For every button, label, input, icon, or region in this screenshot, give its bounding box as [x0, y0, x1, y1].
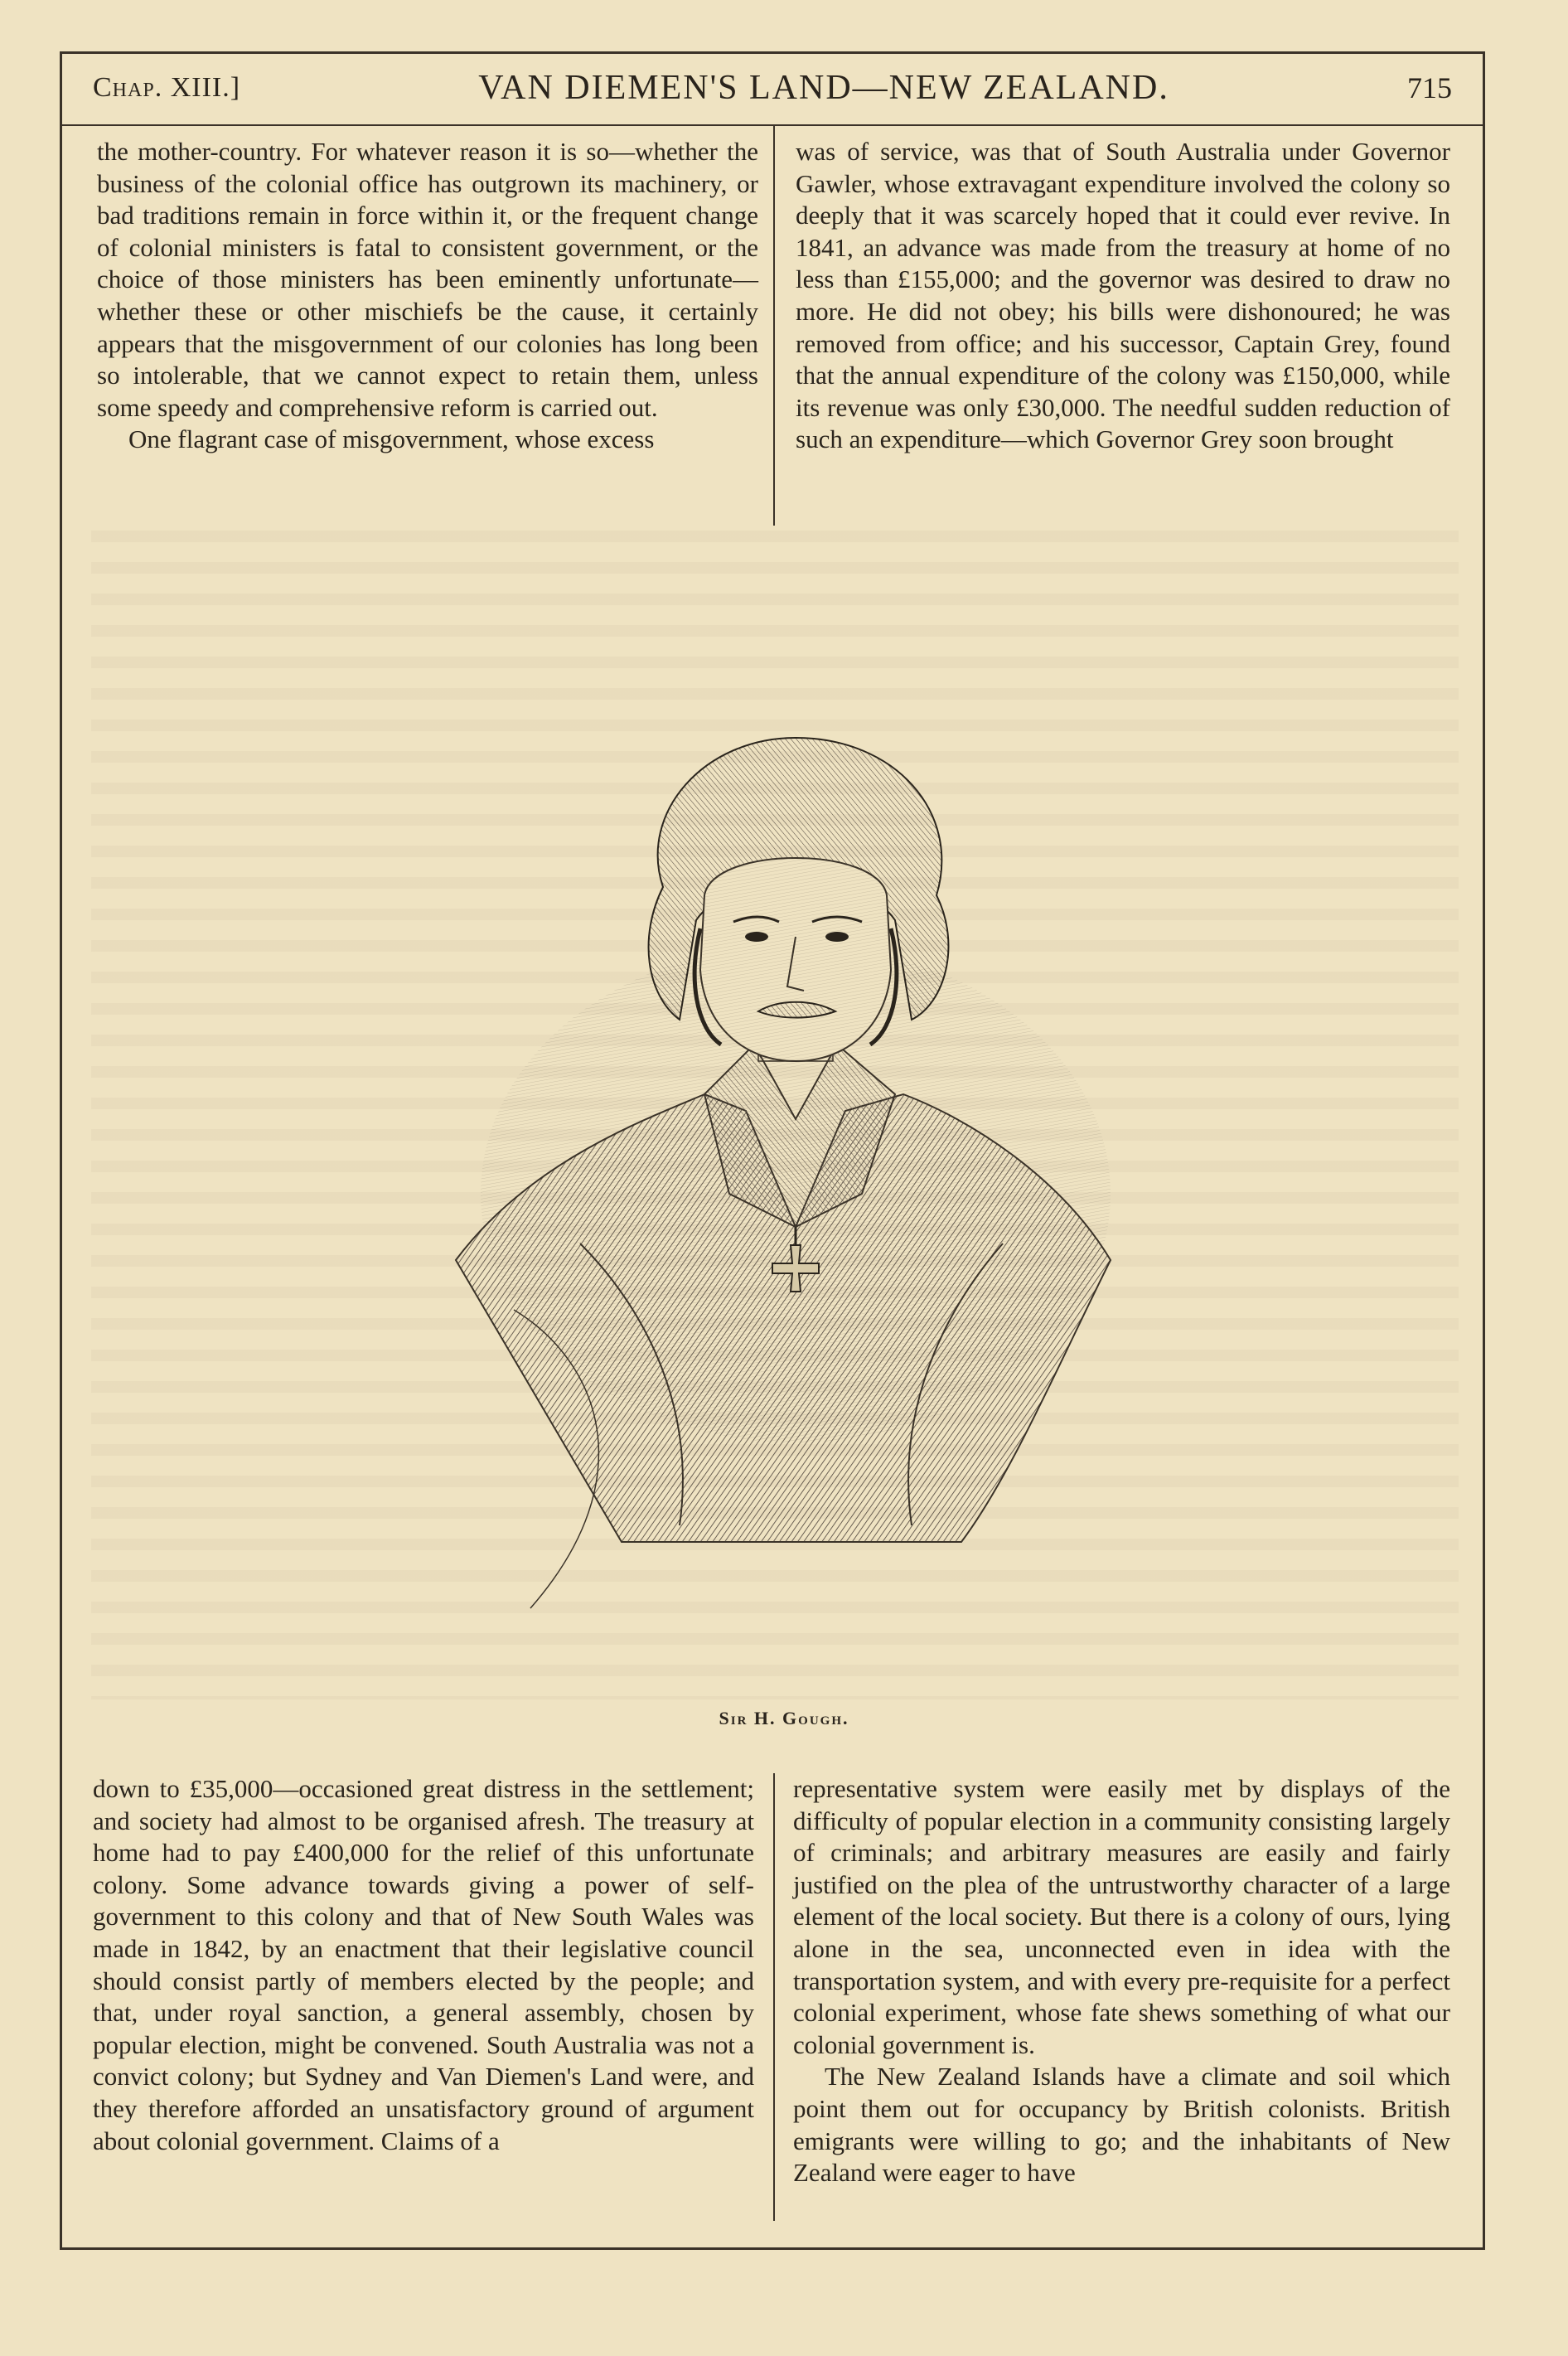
- page-number: 715: [1406, 71, 1452, 104]
- text-column-bottom-right: [793, 1773, 1450, 2189]
- running-header: [60, 51, 1485, 126]
- paragraph: One flagrant case of misgovernment, whose excess: [128, 424, 655, 454]
- paragraph: the mother-country. For whatever reason it is so—whether the business of the colonial office has outgrown its machinery, or bad traditions remain in force within it, or the frequent change of colonial ministers is fatal to consistent government, or the choice of those ministers has been eminently unfortunate—whether these or other mischiefs be the cause, it certainly appears that the misgovernment of our colonies has long been so intolerable, that we cannot expect to retain them, unless some speedy and comprehensive reform is carried out.: [97, 137, 758, 422]
- text-column-top-right: [796, 136, 1450, 456]
- portrait-engraving: [431, 730, 1135, 1650]
- page-title: VAN DIEMEN'S LAND—NEW ZEALAND.: [478, 69, 1169, 107]
- text-column-bottom-left: [93, 1773, 754, 2157]
- column-divider-top: [773, 126, 775, 526]
- paragraph: The New Zealand Islands have a climate and soil which point them out for occupancy by British colonists. British emigrants were willing to go; and the inhabitants of New Zealand were eager to have: [793, 2062, 1450, 2188]
- column-divider-bottom: [773, 1773, 775, 2221]
- text-column-top-left: [97, 136, 758, 456]
- figure-caption: Sir H. Gough.: [719, 1708, 849, 1728]
- paragraph: down to £35,000—occasioned great distress in the settlement; and society had almost to be organised afresh. The treasury at home had to pay £400,000 for the relief of this unfortunate colony. Some advance towards giving a power of self-government to this colony and that of New South Wales was made in 1842, by an enactment that their legislative council should consist partly of members elected by the people; and that, under royal sanction, a general assembly, chosen by popular election, might be convened. South Australia was not a convict colony; but Sydney and Van Diemen's Land were, and they therefore afforded an unsatisfactory ground of argument about colonial government. Claims of a: [93, 1774, 754, 2155]
- paragraph: representative system were easily met by displays of the difficulty of popular election in a community consisting largely of criminals; and arbitrary measures are easily and fairly justified on the plea of the untrustworthy character of a large element of the local society. But there is a colony of ours, lying alone in the sea, unconnected even in idea with the transportation system, and with every pre-requisite for a perfect colonial experiment, whose fate shews something of what our colonial government is.: [793, 1774, 1450, 2059]
- chapter-label: Chap. XIII.]: [93, 72, 241, 103]
- paragraph: was of service, was that of South Australia under Governor Gawler, whose extravagant expenditure involved the colony so deeply that it was scarcely hoped that it could ever revive. In 1841, an advance was made from the treasury at home of no less than £155,000; and the governor was desired to draw no more. He did not obey; his bills were dishonoured; he was removed from office; and his successor, Captain Grey, found that the annual expenditure of the colony was £150,000, while its revenue was only £30,000. The needful sudden reduction of such an expenditure—which Governor Grey soon brought: [796, 137, 1450, 454]
